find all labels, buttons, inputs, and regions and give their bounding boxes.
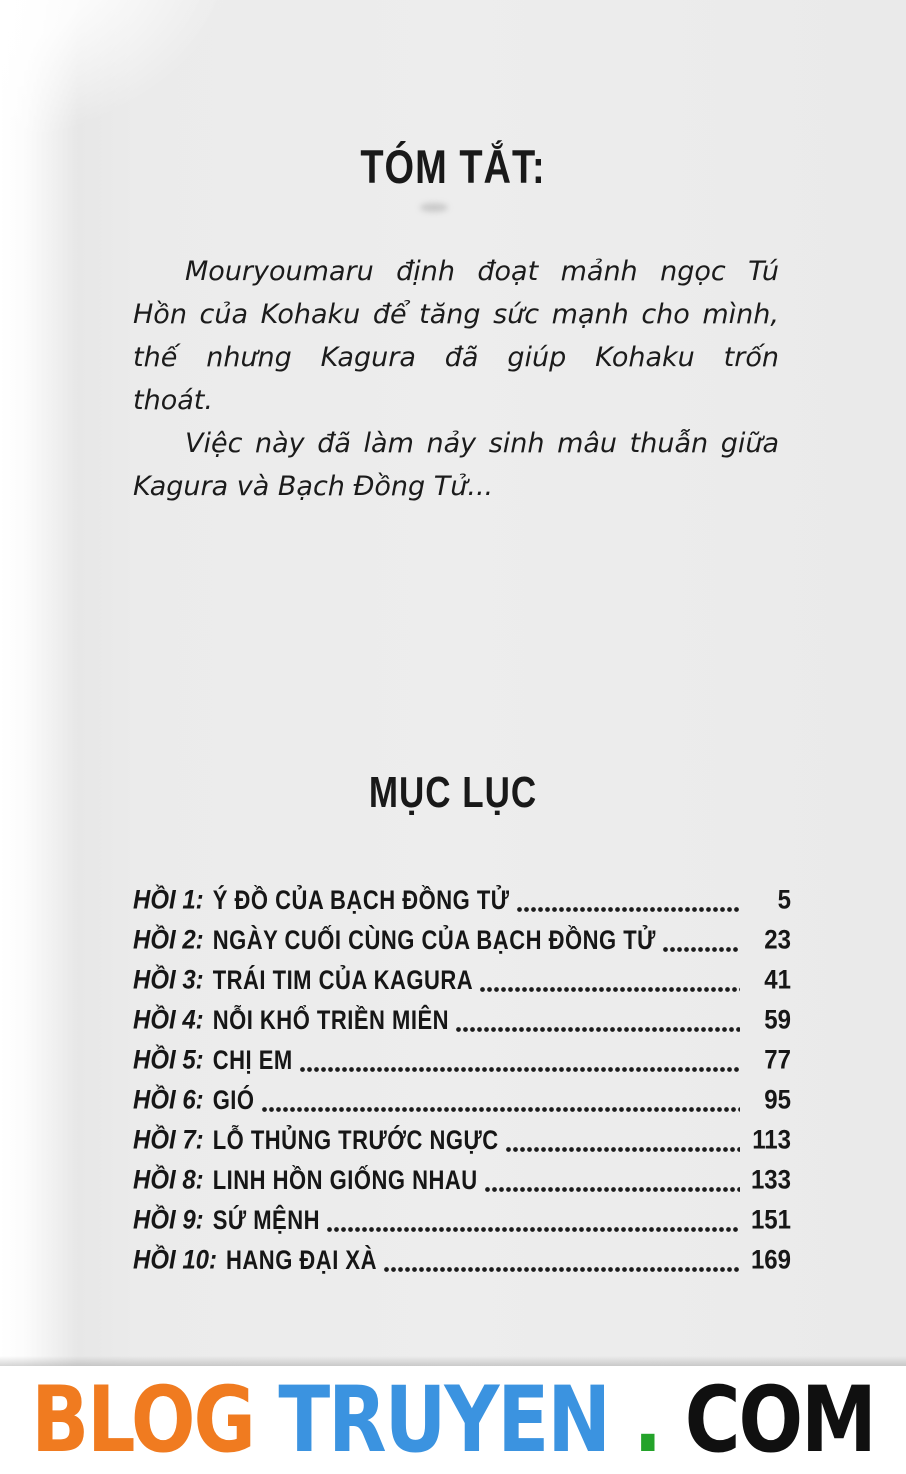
site-logo-part: BLOG xyxy=(31,1366,254,1473)
toc-entry-title: CHỊ EM xyxy=(212,1044,293,1075)
toc-entry-title: LỖ THỦNG TRƯỚC NGỰC xyxy=(212,1124,499,1155)
toc-page-number: 77 xyxy=(764,1045,791,1076)
summary-paragraphs xyxy=(133,250,779,508)
summary-line: thoát. xyxy=(133,385,213,416)
toc-row xyxy=(133,1241,791,1281)
toc-page-number: 5 xyxy=(777,885,791,916)
site-logo-part: . xyxy=(633,1366,661,1473)
toc-page-number: 95 xyxy=(764,1085,791,1116)
toc-row xyxy=(133,1201,791,1241)
toc-row xyxy=(133,921,791,961)
footer-bar xyxy=(0,1366,906,1474)
toc-page-number: 151 xyxy=(750,1205,791,1236)
toc-chapter-label: HỒI 4: xyxy=(133,1005,204,1036)
toc-row xyxy=(133,1001,791,1041)
toc-page-number: 59 xyxy=(764,1005,791,1036)
scan-smudge xyxy=(420,203,448,212)
toc-chapter-label: HỒI 1: xyxy=(133,885,204,916)
toc-entry-title: TRÁI TIM CỦA KAGURA xyxy=(212,964,474,995)
summary-line: thế nhưng Kagura đã giúp Kohaku trốn xyxy=(133,342,779,373)
toc-dot-leader xyxy=(506,1147,740,1152)
toc-chapter-label: HỒI 6: xyxy=(133,1085,204,1116)
summary-line: Hồn của Kohaku để tăng sức mạnh cho mình, xyxy=(133,299,779,330)
toc-chapter-label: HỒI 5: xyxy=(133,1045,204,1076)
toc-entry-title: GIÓ xyxy=(212,1084,255,1115)
summary-line: Kagura và Bạch Đồng Tử... xyxy=(133,471,494,502)
toc-dot-leader xyxy=(384,1267,740,1272)
toc-entry-title: HANG ĐẠI XÀ xyxy=(226,1244,377,1275)
toc-chapter-label: HỒI 7: xyxy=(133,1125,204,1156)
table-of-contents xyxy=(133,881,791,1281)
toc-page-number: 23 xyxy=(764,925,791,956)
toc-row xyxy=(133,1161,791,1201)
site-logo-part: TRUYEN xyxy=(278,1366,609,1473)
summary-heading-text: TÓM TẮT: xyxy=(360,141,546,195)
toc-entry-title: NGÀY CUỐI CÙNG CỦA BẠCH ĐỒNG TỬ xyxy=(212,924,656,955)
toc-entry-title: LINH HỒN GIỐNG NHAU xyxy=(212,1164,478,1195)
summary-heading xyxy=(0,141,906,195)
toc-page-number: 41 xyxy=(764,965,791,996)
toc-chapter-label: HỒI 3: xyxy=(133,965,204,996)
toc-dot-leader xyxy=(262,1107,740,1112)
toc-dot-leader xyxy=(517,907,740,912)
toc-entry-title: NỖI KHỔ TRIỀN MIÊN xyxy=(212,1004,450,1035)
toc-entry-title: Ý ĐỒ CỦA BẠCH ĐỒNG TỬ xyxy=(212,884,510,915)
toc-page-number: 113 xyxy=(752,1125,791,1156)
toc-row xyxy=(133,1121,791,1161)
toc-chapter-label: HỒI 10: xyxy=(133,1245,218,1276)
toc-chapter-label: HỒI 8: xyxy=(133,1165,204,1196)
site-logo xyxy=(31,1366,875,1473)
toc-dot-leader xyxy=(300,1067,740,1072)
toc-dot-leader xyxy=(456,1027,740,1032)
toc-dot-leader xyxy=(327,1227,740,1232)
summary-line: Mouryoumaru định đoạt mảnh ngọc Tú xyxy=(185,256,779,287)
site-logo-part: COM xyxy=(684,1366,875,1473)
summary-line: Việc này đã làm nảy sinh mâu thuẫn giữa xyxy=(185,428,779,459)
toc-chapter-label: HỒI 9: xyxy=(133,1205,204,1236)
toc-dot-leader xyxy=(663,947,740,952)
toc-row xyxy=(133,881,791,921)
toc-page-number: 133 xyxy=(750,1165,791,1196)
toc-chapter-label: HỒI 2: xyxy=(133,925,204,956)
toc-page-number: 169 xyxy=(750,1245,791,1276)
toc-row xyxy=(133,1081,791,1121)
toc-dot-leader xyxy=(485,1187,740,1192)
toc-row xyxy=(133,1041,791,1081)
toc-dot-leader xyxy=(480,987,740,992)
toc-heading xyxy=(0,768,906,817)
toc-row xyxy=(133,961,791,1001)
toc-heading-text: MỤC LỤC xyxy=(368,768,538,817)
toc-entry-title: SỨ MỆNH xyxy=(212,1204,320,1235)
